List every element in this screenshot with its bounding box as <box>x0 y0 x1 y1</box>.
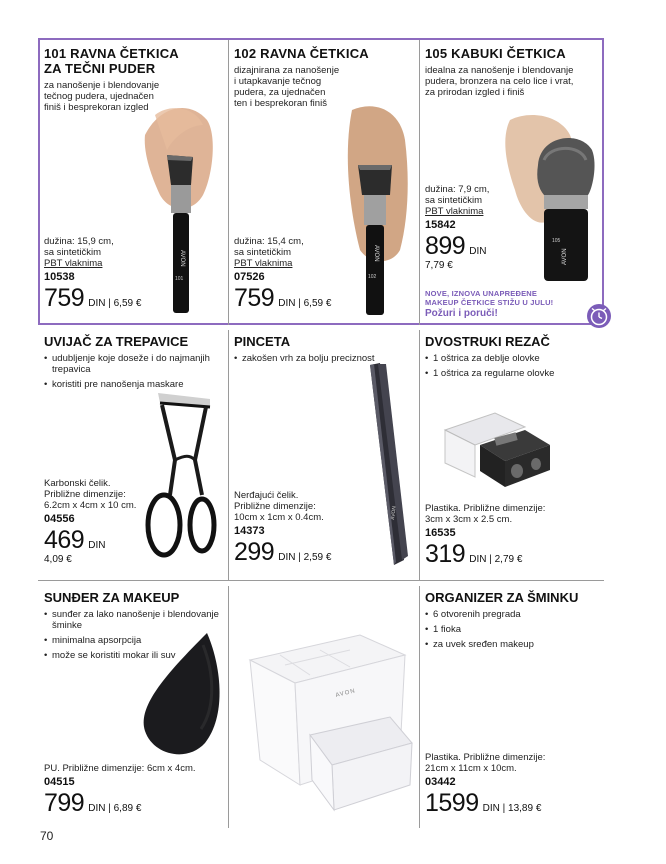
product-info-sharpener <box>425 503 600 568</box>
makeup-organizer-image <box>240 625 420 815</box>
product-title: UVIJAČ ZA TREPAVICE <box>44 334 189 349</box>
price-eur: 6,89 € <box>113 803 142 814</box>
product-code: 07526 <box>234 271 265 283</box>
price: 319 <box>425 540 466 568</box>
product-title: 101 RAVNA ČETKICA <box>44 46 179 61</box>
price: 299 <box>234 538 275 566</box>
sharpener-image <box>440 405 555 490</box>
product-title: ZA TEČNI PUDER <box>44 61 156 76</box>
price-row: 299 DIN | 2,59 € <box>234 538 332 566</box>
handle-logo: AVON <box>373 245 379 262</box>
product-info-sponge <box>44 763 229 817</box>
price: 1599 <box>425 789 479 817</box>
product-description: idealna za nanošenje i blendovanje pudera, bronzera na celo lice i vrat, za prirodan izgled i finiš <box>425 65 574 98</box>
product-code: 04515 <box>44 776 75 788</box>
handle-logo: AVON <box>179 250 185 267</box>
price-row: 1599 DIN | 13,89 € <box>425 789 542 817</box>
new-brushes-note: NOVE, IZNOVA UNAPREĐENE MAKEUP ČETKICE STIŽU U JULU! Požuri i poruči! <box>425 289 595 319</box>
price: 899 <box>425 232 466 260</box>
product-organizer <box>425 590 600 654</box>
product-spec: dužina: 15,9 cm, sa sintetičkim PBT vlaknima <box>44 236 114 269</box>
divider <box>419 330 420 580</box>
currency: DIN <box>88 803 106 814</box>
price-eur: 2,59 € <box>303 552 332 563</box>
price-row: 759 DIN | 6,59 € <box>234 284 332 312</box>
currency: DIN <box>278 298 296 309</box>
price: 759 <box>44 284 85 312</box>
product-info-102 <box>234 236 414 312</box>
divider <box>419 40 420 325</box>
currency: DIN <box>88 298 106 309</box>
product-code: 03442 <box>425 776 456 788</box>
bullet-item: • zakošen vrh za bolju preciznost <box>234 353 414 364</box>
product-spec: dužina: 15,4 cm, sa sintetičkim PBT vlaknima <box>234 236 304 269</box>
product-info-105 <box>425 184 600 271</box>
bullet-item: • sunđer za lako nanošenje i blendovanje šminke <box>44 609 224 631</box>
price-row: 319 DIN | 2,79 € <box>425 540 523 568</box>
currency: DIN <box>469 246 487 257</box>
currency: DIN <box>469 554 487 565</box>
bullet-item: • 1 fioka <box>425 624 600 635</box>
handle-logo: AVON <box>390 505 398 521</box>
product-spec: Plastika. Približne dimenzije: 21cm x 11cm x 10cm. <box>425 752 546 774</box>
product-title: 102 RAVNA ČETKICA <box>234 46 369 61</box>
product-spec: Plastika. Približne dimenzije: 3cm x 3cm x 2.5 cm. <box>425 503 546 525</box>
product-bullets <box>425 609 600 650</box>
handle-number: 105 <box>552 238 561 244</box>
product-title: DVOSTRUKI REZAČ <box>425 334 550 349</box>
divider <box>38 580 604 581</box>
bullet-item: • može se koristiti mokar ili suv <box>44 650 224 661</box>
product-info-tweezers <box>234 490 414 566</box>
bullet-item: • 1 oštrica za regularne olovke <box>425 368 600 379</box>
product-info-organizer <box>425 752 600 817</box>
product-sharpener <box>425 334 600 383</box>
product-spec: PU. Približne dimenzije: 6cm x 4cm. <box>44 763 196 774</box>
makeup-sponge-image <box>135 625 225 765</box>
product-bullets <box>425 353 600 379</box>
price-row: 799 DIN | 6,89 € <box>44 789 142 817</box>
bullet-item: • za uvek sređen makeup <box>425 639 600 650</box>
product-code: 15842 <box>425 219 456 231</box>
handle-logo: AVON <box>562 248 568 265</box>
bullet-item: • 6 otvorenih pregrada <box>425 609 600 620</box>
divider <box>228 330 229 580</box>
product-description: za nanošenje i blendovanje tečnog pudera, ujednačen finiš i besprekoran izgled <box>44 80 160 113</box>
product-title: ORGANIZER ZA ŠMINKU <box>425 590 579 605</box>
price-row <box>44 527 224 554</box>
price-eur: 7,79 € <box>425 260 453 271</box>
clock-icon <box>586 303 612 329</box>
price-row <box>425 233 600 260</box>
order-link[interactable]: Požuri i poruči! <box>425 308 498 319</box>
product-title: 105 KABUKI ČETKICA <box>425 46 566 61</box>
bullet-item: • minimalna apsorpcija <box>44 635 224 646</box>
handle-number: 102 <box>368 274 377 280</box>
price: 799 <box>44 789 85 817</box>
bullet-item: • 1 oštrica za deblje olovke <box>425 353 600 364</box>
handle-number: 101 <box>175 276 184 282</box>
product-spec: Nerđajući čelik. Približne dimenzije: 10cm x 1cm x 0.4cm. <box>234 490 324 523</box>
product-code: 10538 <box>44 271 75 283</box>
product-code: 04556 <box>44 513 75 525</box>
currency: DIN <box>88 540 106 551</box>
currency: DIN <box>482 803 500 814</box>
product-brush-105 <box>425 46 600 98</box>
product-title: SUNĐER ZA MAKEUP <box>44 590 180 605</box>
price-eur: 6,59 € <box>113 298 142 309</box>
product-info-curler <box>44 478 224 565</box>
product-title: PINCETA <box>234 334 291 349</box>
product-description: dizajnirana za nanošenje i utapkavanje tečnog pudera, za ujednačen ten i besprekoran finiš <box>234 65 340 109</box>
price-eur: 13,89 € <box>508 803 542 814</box>
product-code: 14373 <box>234 525 265 537</box>
price: 469 <box>44 526 85 554</box>
currency: DIN <box>278 552 296 563</box>
product-spec: dužina: 7,9 cm, sa sintetičkim PBT vlaknima <box>425 184 490 217</box>
price-eur: 2,79 € <box>494 554 523 565</box>
handle-logo: AVON <box>335 688 357 699</box>
price-row: 759 DIN | 6,59 € <box>44 284 142 312</box>
price-eur: 4,09 € <box>44 554 72 565</box>
price: 759 <box>234 284 275 312</box>
divider <box>228 40 229 325</box>
bullet-item: • udubljenje koje doseže i do najmanjih trepavica <box>44 353 224 375</box>
product-spec: Karbonski čelik. Približne dimenzije: 6.2cm x 4cm x 10 cm. <box>44 478 137 511</box>
product-code: 16535 <box>425 527 456 539</box>
price-eur: 6,59 € <box>303 298 332 309</box>
page-number: 70 <box>40 829 54 843</box>
bullet-item: • koristiti pre nanošenja maskare <box>44 379 224 390</box>
product-info-101 <box>44 236 224 312</box>
